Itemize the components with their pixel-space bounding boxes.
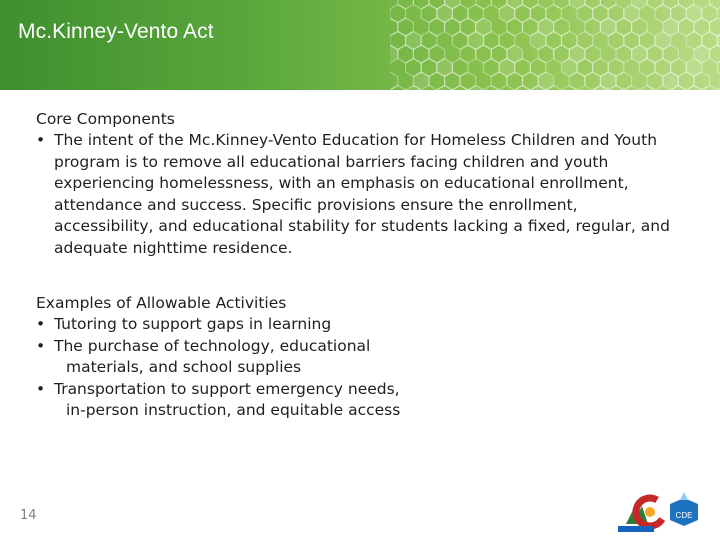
colorado-c-mountain-logo-icon	[618, 493, 669, 532]
list-item	[36, 314, 676, 336]
hexagon-shape	[398, 0, 414, 9]
core-components-list	[36, 130, 676, 259]
bullet-text-continued: materials, and school supplies	[66, 358, 302, 376]
hexagon-shape	[390, 45, 398, 63]
bullet-text: Transportation to support emergency needs,	[54, 379, 400, 398]
hexagon-pattern-decoration	[390, 0, 720, 90]
bullet-text: Tutoring to support gaps in learning	[54, 315, 332, 333]
allowable-activities-section	[36, 292, 676, 422]
allowable-activities-list	[36, 314, 676, 422]
hexagon-shape	[585, 0, 601, 9]
slide-title: Mc.Kinney-Vento Act	[18, 20, 214, 43]
hexagon-shape	[639, 86, 655, 91]
bullet-icon: •	[36, 379, 46, 398]
bullet-icon: •	[36, 336, 46, 355]
list-item	[36, 379, 464, 422]
hexagon-shape	[523, 0, 539, 9]
section-heading-allowable-activities: Examples of Allowable Activities	[36, 294, 287, 312]
bullet-icon: •	[36, 131, 46, 149]
bullet-text-continued: in-person instruction, and equitable access	[66, 401, 401, 419]
bullet-text: The purchase of technology, educational	[54, 336, 371, 355]
title-bar	[0, 0, 720, 90]
page-number: 14	[20, 508, 37, 523]
list-item	[36, 336, 464, 379]
hexagon-shape	[484, 86, 500, 91]
hexagon-shape	[710, 18, 720, 36]
hexagon-shape	[624, 86, 640, 91]
hexagon-shape	[413, 0, 429, 9]
logos	[608, 478, 720, 540]
cde-logo-icon	[670, 492, 698, 526]
section-heading-core-components: Core Components	[36, 110, 175, 128]
hexagon-shape	[452, 86, 468, 91]
hexagon-shape	[686, 86, 702, 91]
hexagon-shape	[710, 45, 720, 63]
hexagon-shape	[554, 0, 570, 9]
hexagon-shape	[647, 0, 663, 9]
hexagon-shape	[515, 86, 531, 91]
hexagon-shape	[390, 86, 406, 91]
hexagon-shape	[569, 0, 585, 9]
hexagon-shape	[702, 86, 718, 91]
hexagon-shape	[600, 0, 616, 9]
bullet-icon: •	[36, 315, 46, 333]
core-components-section	[36, 108, 676, 259]
slide-content	[36, 108, 676, 422]
hexagon-shape	[562, 86, 578, 91]
hexagon-shape	[437, 86, 453, 91]
list-item	[36, 130, 674, 259]
hexagon-shape	[476, 0, 492, 9]
cde-logo-label: CDE	[675, 511, 693, 520]
bullet-text: The intent of the Mc.Kinney-Vento Education for Homeless Children and Youth program is to remove all educational barriers facing children and youth experiencing homelessness, with an emphasis on educational enrollment, attendance and success. Specific provisions ensure the enrollment, accessibility, and educational stability for students lacking a fixed, regular, and adequate nighttime residence.	[54, 131, 670, 257]
hexagon-shape	[663, 0, 679, 9]
hexagon-shape	[468, 86, 484, 91]
